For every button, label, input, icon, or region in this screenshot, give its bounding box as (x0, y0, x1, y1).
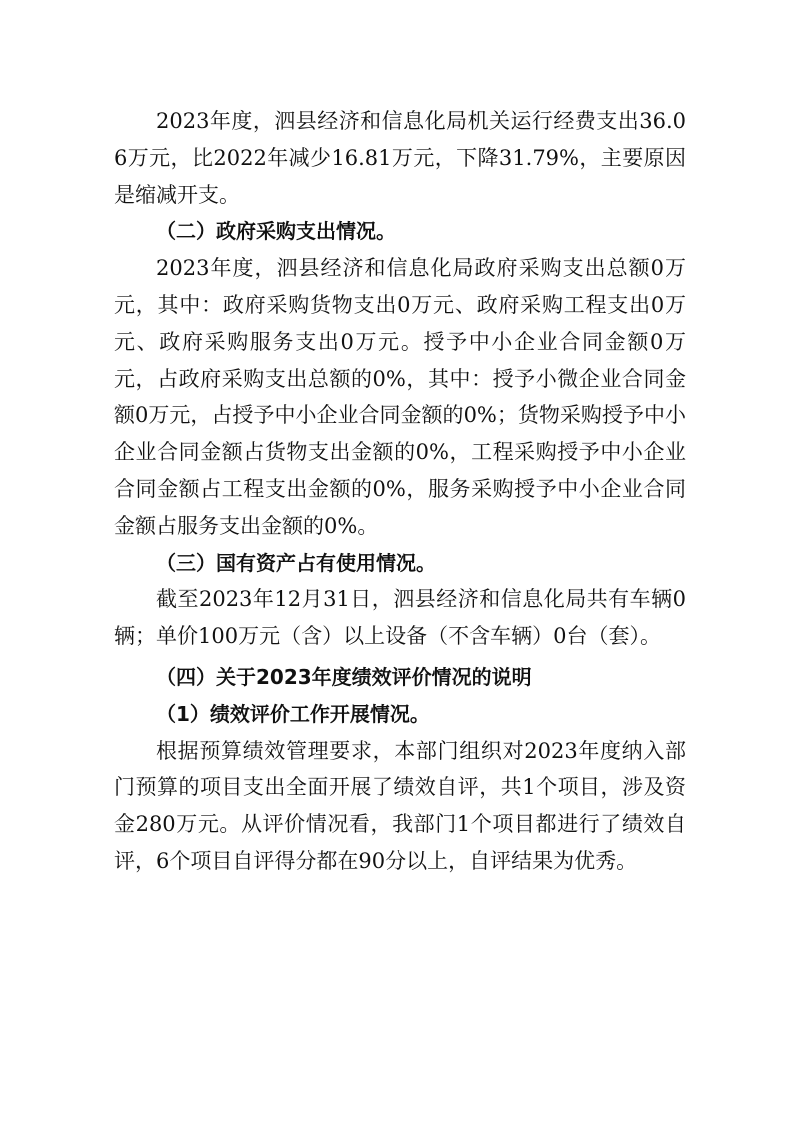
heading-evaluation-work: （1）绩效评价工作开展情况。 (156, 701, 430, 726)
paragraph-operating-expenses: 2023年度，泗县经济和信息化局机关运行经费支出36.06万元，比2022年减少16.81万元，下降31.79%，主要原因是缩减开支。 (114, 109, 686, 207)
heading-performance-evaluation: （四）关于2023年度绩效评价情况的说明 (156, 664, 532, 689)
paragraph-government-procurement: 2023年度，泗县经济和信息化局政府采购支出总额0万元，其中：政府采购货物支出0万元、政府采购工程支出0万元、政府采购服务支出0万元。授予中小企业合同金额0万元，占政府采购支出总额的0%，其中：授予小微企业合同金额0万元，占授予中小企业合同金额的0%；货物采购授予中小企业合同金额占货物支出金额的0%，工程采购授予中小企业合同金额占工程支出金额的0%，服务采购授予中小企业合同金额占服务支出金额的0%。 (114, 256, 686, 538)
heading-state-assets: （三）国有资产占有使用情况。 (156, 550, 436, 575)
paragraph-evaluation-work: 根据预算绩效管理要求，本部门组织对2023年度纳入部门预算的项目支出全面开展了绩效自评，共1个项目，涉及资金280万元。从评价情况看，我部门1个项目都进行了绩效自评，6个项目自评得分都在90分以上，自评结果为优秀。 (114, 738, 686, 873)
document-body (114, 103, 686, 880)
heading-government-procurement: （二）政府采购支出情况。 (156, 219, 396, 244)
paragraph-state-assets: 截至2023年12月31日，泗县经济和信息化局共有车辆0辆；单价100万元（含）以上设备（不含车辆）0台（套）。 (114, 587, 686, 649)
